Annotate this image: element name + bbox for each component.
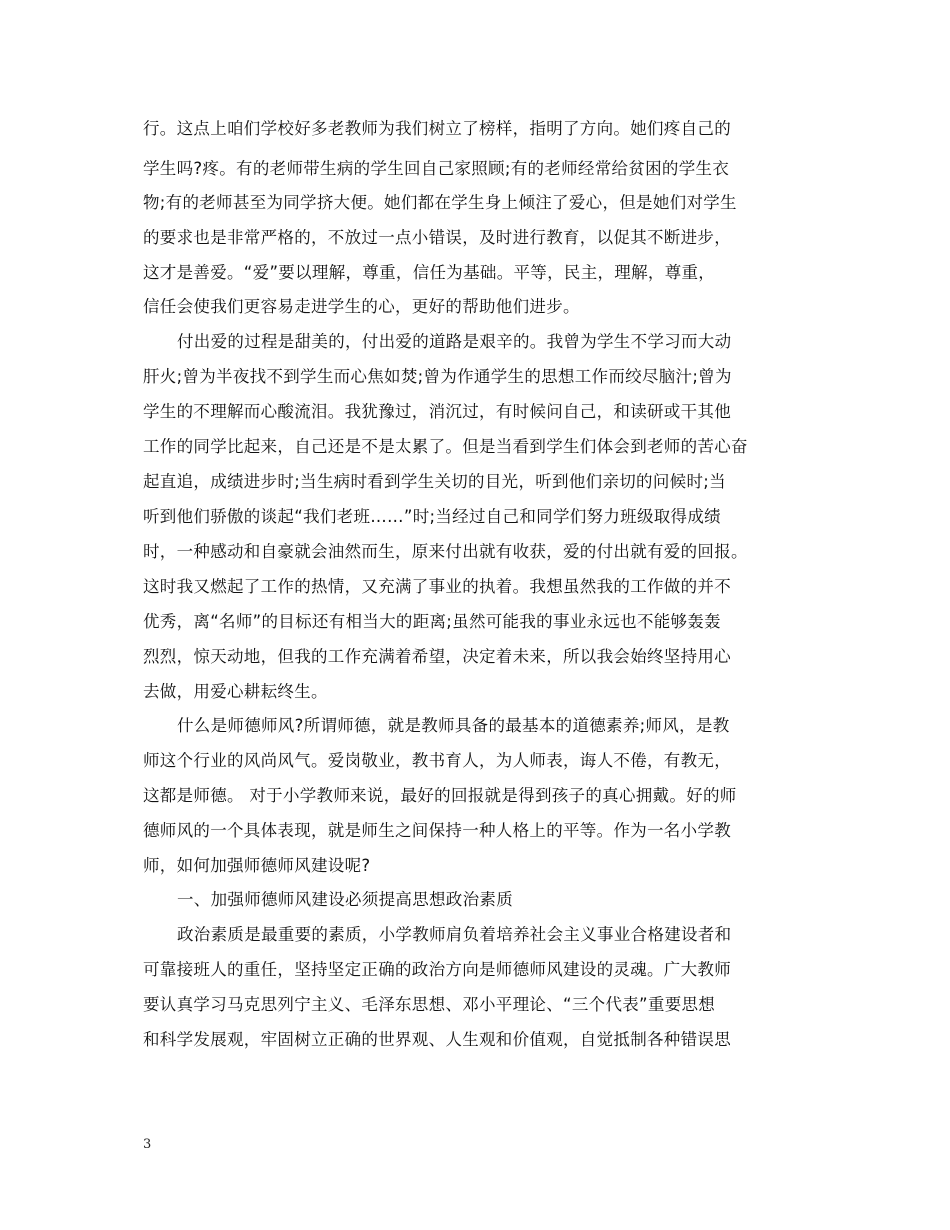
text-line: 要认真学习马克思列宁主义、毛泽东思想、邓小平理论、“三个代表”重要思想 — [143, 995, 716, 1014]
section-heading: 一、加强师德师风建设必须提高思想政治素质 — [177, 890, 513, 909]
text-line: 师这个行业的风尚风气。爱岗敬业，教书育人，为人师表，诲人不倦，有教无， — [143, 751, 731, 770]
text-line: 可靠接班人的重任，坚持坚定正确的政治方向是师德师风建设的灵魂。广大教师 — [143, 960, 731, 979]
text-line: 师，如何加强师德师风建设呢? — [143, 856, 371, 875]
text-line: 这才是善爱。“爱”要以理解，尊重，信任为基础。平等，民主，理解，尊重， — [143, 263, 716, 282]
paragraph-start-line: 什么是师德师风?所谓师德，就是教师具备的最基本的道德素养;师风，是教 — [177, 716, 730, 735]
text-line: 时，一种感动和自豪就会油然而生，原来付出就有收获，爱的付出就有爱的回报。 — [143, 542, 748, 561]
text-line: 烈烈，惊天动地，但我的工作充满着希望，决定着未来，所以我会始终坚持用心 — [143, 647, 731, 666]
text-line: 学生吗?疼。有的老师带生病的学生回自己家照顾;有的老师经常给贫困的学生衣 — [143, 159, 730, 178]
text-line: 这时我又燃起了工作的热情，又充满了事业的执着。我想虽然我的工作做的并不 — [143, 577, 731, 596]
paragraph-start-line: 付出爱的过程是甜美的，付出爱的道路是艰辛的。我曾为学生不学习而大动 — [177, 332, 732, 351]
text-line: 去做，用爱心耕耘终生。 — [143, 682, 328, 701]
page-number: 3 — [143, 1137, 152, 1152]
text-line: 学生的不理解而心酸流泪。我犹豫过，消沉过，有时候问自己，和读研或干其他 — [143, 402, 731, 421]
text-line: 工作的同学比起来，自己还是不是太累了。但是当看到学生们体会到老师的苦心奋 — [143, 437, 748, 456]
text-line: 起直追，成绩进步时;当生病时看到学生关切的目光，听到他们亲切的问候时;当 — [143, 472, 726, 491]
text-line: 听到他们骄傲的谈起“我们老班……”时;当经过自己和同学们努力班级取得成绩 — [143, 507, 721, 526]
text-line: 物;有的老师甚至为同学挤大便。她们都在学生身上倾注了爱心，但是她们对学生 — [143, 193, 737, 212]
paragraph-start-line: 政治素质是最重要的素质，小学教师肩负着培养社会主义事业合格建设者和 — [177, 925, 732, 944]
text-line: 信任会使我们更容易走进学生的心，更好的帮助他们进步。 — [143, 297, 580, 316]
text-line: 的要求也是非常严格的，不放过一点小错误，及时进行教育，以促其不断进步， — [143, 228, 731, 247]
text-line: 肝火;曾为半夜找不到学生而心焦如焚;曾为作通学生的思想工作而绞尽脑汁;曾为 — [143, 367, 732, 386]
text-line: 这都是师德。 对于小学教师来说，最好的回报就是得到孩子的真心拥戴。好的师 — [143, 786, 737, 805]
text-line: 和科学发展观，牢固树立正确的世界观、人生观和价值观，自觉抵制各种错误思 — [143, 1030, 731, 1049]
text-line: 行。这点上咱们学校好多老教师为我们树立了榜样，指明了方向。她们疼自己的 — [143, 119, 731, 138]
text-line: 德师风的一个具体表现，就是师生之间保持一种人格上的平等。作为一名小学教 — [143, 821, 731, 840]
text-line: 优秀，离“名师”的目标还有相当大的距离;虽然可能我的事业永远也不能够轰轰 — [143, 612, 721, 631]
